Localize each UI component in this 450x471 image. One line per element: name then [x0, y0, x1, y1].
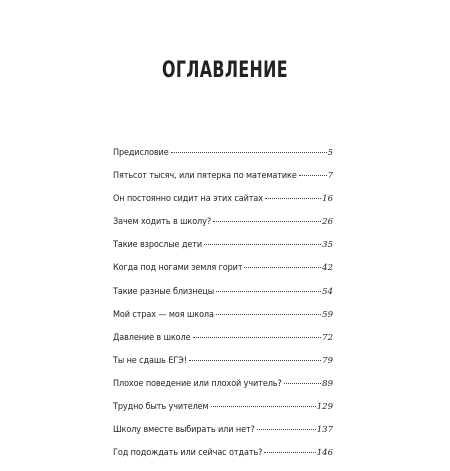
toc-entry: [113, 402, 333, 425]
dot-leader: [216, 314, 321, 315]
toc-entry: [113, 148, 333, 171]
toc-entry-title: Плохое поведение или плохой учитель?: [113, 378, 282, 389]
toc-entry-page: 89: [322, 378, 333, 389]
toc-entry: [113, 263, 333, 286]
toc-entry: [113, 356, 333, 379]
dot-leader: [189, 360, 321, 361]
toc-entry-page: 137: [316, 425, 333, 436]
dot-leader: [257, 429, 316, 430]
toc-entry-title: Зачем ходить в школу?: [113, 217, 212, 228]
dot-leader: [171, 152, 327, 153]
toc-entry-page: 59: [322, 309, 333, 320]
table-of-contents: [113, 148, 333, 471]
toc-entry-title: Такие взрослые дети: [113, 240, 203, 251]
toc-entry-title: Ты не сдашь ЕГЭ!: [113, 355, 187, 366]
toc-entry-title: Когда под ногами земля горит: [113, 263, 243, 274]
toc-entry: [113, 287, 333, 310]
toc-entry-page: 54: [322, 286, 333, 297]
dot-leader: [265, 198, 321, 199]
toc-entry-page: 5: [327, 148, 333, 158]
dot-leader: [204, 244, 321, 245]
toc-entry-title: Год подождать или сейчас отдать?: [113, 448, 263, 459]
dot-leader: [211, 406, 316, 407]
toc-entry: [113, 425, 333, 448]
toc-entry: [113, 379, 333, 402]
toc-entry: [113, 194, 333, 217]
toc-entry: [113, 448, 333, 471]
toc-entry-page: 129: [316, 402, 333, 413]
dot-leader: [264, 452, 315, 453]
toc-entry-page: 72: [322, 332, 333, 343]
toc-entry: [113, 240, 333, 263]
toc-entry-page: 26: [322, 217, 333, 228]
toc-entry-title: Пятьсот тысяч, или пятерка по математике: [113, 171, 297, 182]
toc-entry-title: Давление в школе: [113, 332, 191, 343]
toc-entry-title: Он постоянно сидит на этих сайтах: [113, 194, 263, 205]
toc-entry-title: Такие разные близнецы: [113, 286, 215, 297]
dot-leader: [299, 175, 327, 176]
dot-leader: [216, 291, 321, 292]
toc-entry-page: 79: [322, 355, 333, 366]
toc-entry: [113, 310, 333, 333]
toc-entry-title: Мой страх — моя школа: [113, 309, 214, 320]
dot-leader: [193, 337, 322, 338]
toc-entry-page: 146: [316, 448, 333, 459]
dot-leader: [284, 383, 322, 384]
dot-leader: [213, 221, 321, 222]
toc-entry: [113, 217, 333, 240]
toc-title: ОГЛАВЛЕНИЕ: [162, 58, 288, 83]
toc-entry-page: 35: [322, 240, 333, 251]
toc-entry-page: 42: [322, 263, 333, 274]
toc-entry: [113, 171, 333, 194]
toc-entry-page: 7: [327, 171, 333, 182]
toc-entry-title: Школу вместе выбирать или нет?: [113, 425, 255, 436]
dot-leader: [244, 267, 321, 268]
toc-entry: [113, 333, 333, 356]
toc-entry-title: Предисловие: [113, 148, 169, 158]
toc-entry-page: 16: [322, 194, 333, 205]
toc-entry-title: Трудно быть учителем: [113, 402, 209, 413]
